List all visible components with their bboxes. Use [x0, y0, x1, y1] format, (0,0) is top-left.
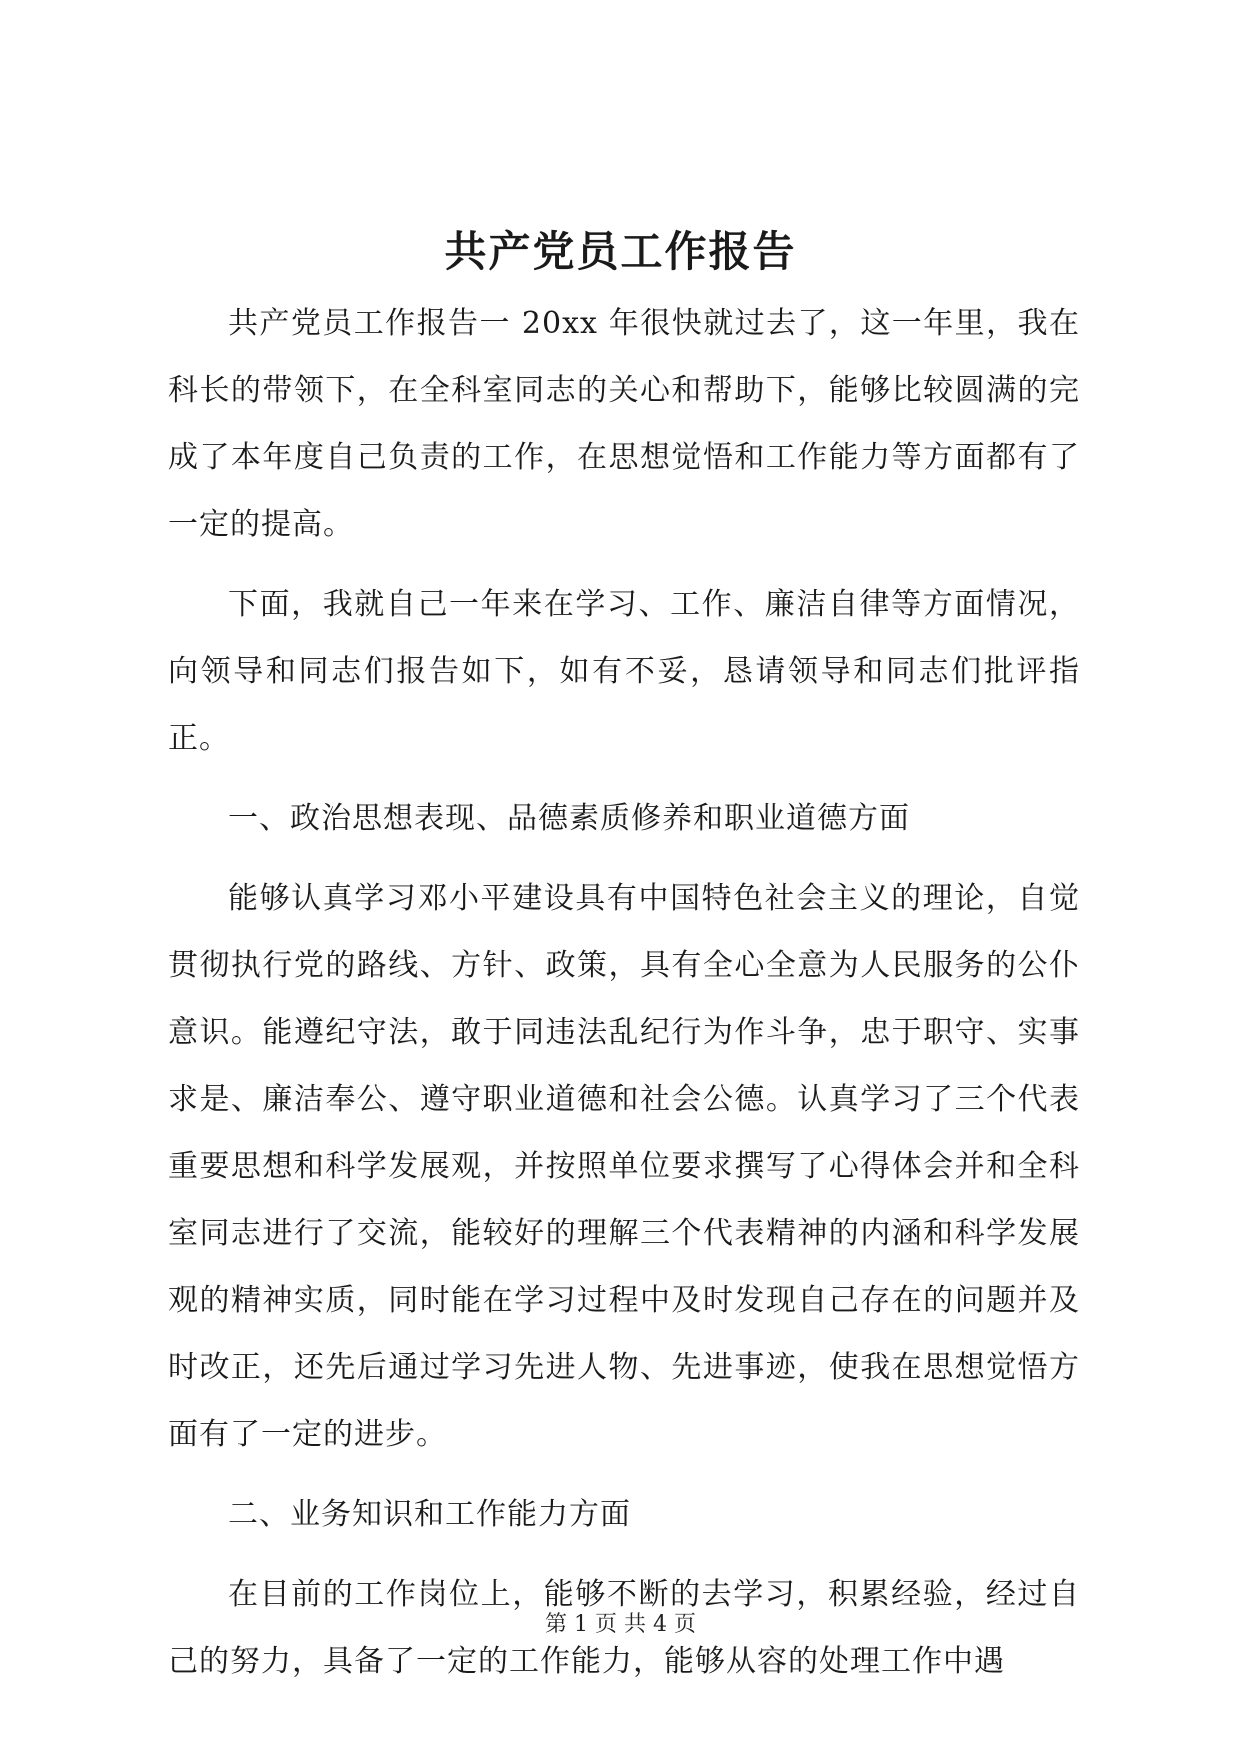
document-body	[168, 290, 1080, 1708]
section-heading-business: 二、业务知识和工作能力方面	[228, 1497, 631, 1532]
paragraph-report-scope: 下面，我就自己一年来在学习、工作、廉洁自律等方面情况，向领导和同志们报告如下，如有不妥，恳请领导和同志们批评指正。	[168, 587, 1080, 756]
paragraph-business: 在目前的工作岗位上，能够不断的去学习，积累经验，经过自己的努力，具备了一定的工作能力，能够从容的处理工作中遇	[168, 1577, 1080, 1679]
page-number-footer: 第 1 页 共 4 页	[545, 1612, 696, 1637]
section-heading-political: 一、政治思想表现、品德素质修养和职业道德方面	[228, 801, 910, 836]
document-title: 共产党员工作报告	[444, 227, 797, 276]
paragraph-political: 能够认真学习邓小平建设具有中国特色社会主义的理论，自觉贯彻执行党的路线、方针、政策，具有全心全意为人民服务的公仆意识。能遵纪守法，敢于同违法乱纪行为作斗争，忠于职守、实事求是、廉洁奉公、遵守职业道德和社会公德。认真学习了三个代表重要思想和科学发展观，并按照单位要求撰写了心得体会并和全科室同志进行了交流，能较好的理解三个代表精神的内涵和科学发展观的精神实质，同时能在学习过程中及时发现自己存在的问题并及时改正，还先后通过学习先进人物、先进事迹，使我在思想觉悟方面有了一定的进步。	[168, 881, 1080, 1452]
paragraph-intro: 共产党员工作报告一 20xx 年很快就过去了，这一年里，我在科长的带领下，在全科室同志的关心和帮助下，能够比较圆满的完成了本年度自己负责的工作，在思想觉悟和工作能力等方面都有了一定的提高。	[168, 306, 1080, 542]
